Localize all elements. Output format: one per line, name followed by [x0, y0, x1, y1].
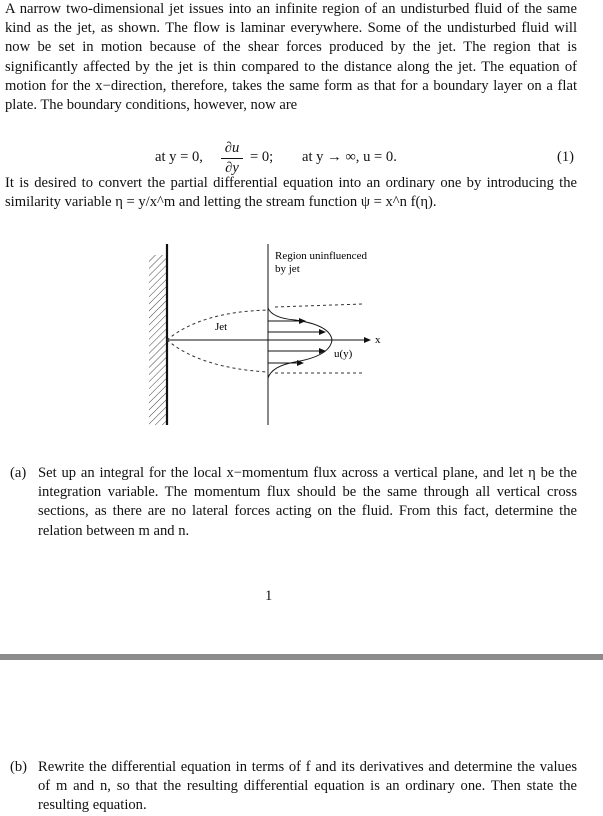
jet-label: Jet	[215, 321, 228, 333]
page-separator	[0, 654, 603, 660]
upper-dashed-line	[275, 304, 363, 307]
part-b	[10, 758, 577, 816]
region-label-1: Region uninfluenced	[275, 250, 367, 262]
part-b-label: (b)	[10, 759, 28, 775]
bc2: at y → ∞, u = 0.	[302, 149, 397, 165]
equation-number: (1)	[557, 149, 575, 165]
wall-hatching	[149, 255, 166, 425]
velocity-profile	[268, 308, 332, 378]
part-a-label: (a)	[10, 465, 27, 481]
part-b-text: Rewrite the differential equation in terms of f and its derivatives and determine the values of m and n, so that the resulting differential equation is an ordinary one. Then state the resulting equation.	[38, 759, 577, 814]
region-label-2: by jet	[275, 263, 300, 275]
intro-paragraph: A narrow two-dimensional jet issues into an infinite region of an undisturbed fluid of the same kind as the jet, as shown. The flow is laminar everywhere. Some of the undisturbed fluid will now be set in motion because of the shear forces produced by the jet. The region that is significantly affected by the jet is thin compared to the distance along the jet. The equation of motion for the x−direction, therefore, takes the same form as that for a boundary layer on a flat plate. The boundary conditions, however, now are	[5, 1, 577, 114]
part-a-text: Set up an integral for the local x−momentum flux across a vertical plane, and let η be the integration variable. The momentum flux should be the same through all vertical cross sections, as there are no lateral forces acting on the fluid. From this fact, determine the relation between m and n.	[38, 465, 577, 539]
velocity-arrows	[268, 321, 325, 363]
denominator: ∂y	[225, 160, 239, 176]
part-a	[10, 464, 577, 541]
bc1: at y = 0,	[155, 149, 203, 165]
page-number: 1	[265, 588, 273, 604]
similarity-paragraph: It is desired to convert the partial differential equation into an ordinary one by introducing the similarity variable η = y/x^m and letting the stream function ψ = x^n f(η).	[5, 175, 577, 211]
jet-lower-boundary	[167, 340, 268, 372]
bc1-tail: = 0;	[250, 149, 274, 165]
numerator: ∂u	[224, 140, 240, 156]
u-label: u(y)	[334, 348, 353, 360]
x-axis-label: x	[375, 334, 381, 346]
